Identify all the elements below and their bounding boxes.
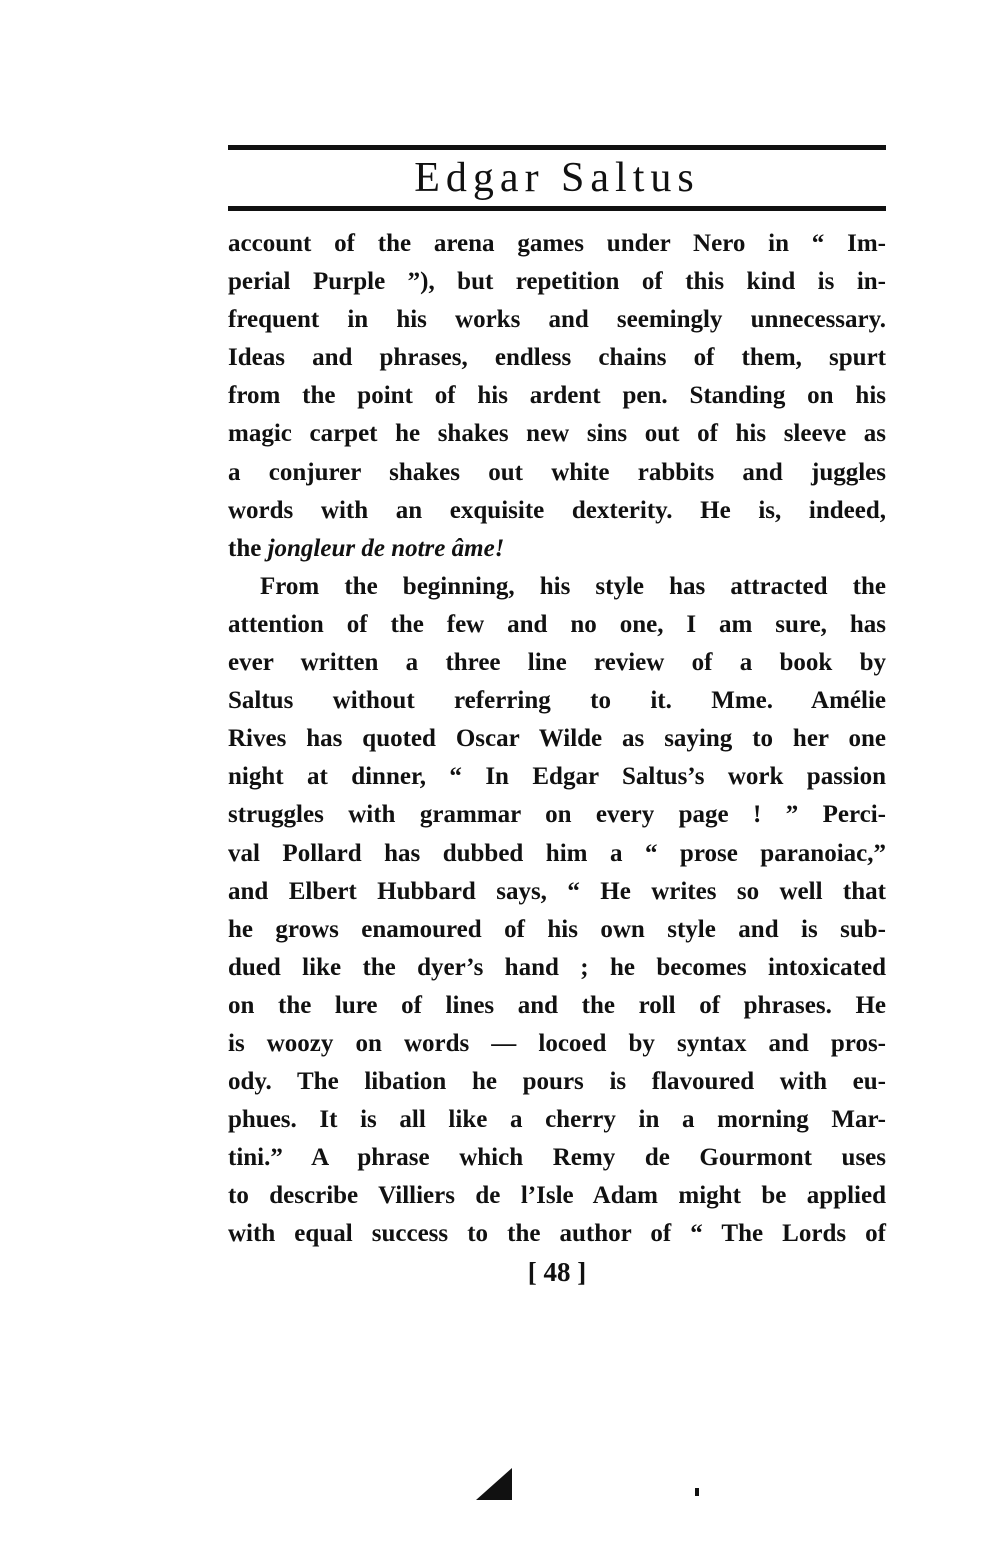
text-line: with equal success to the author of “ The Lords of <box>228 1220 886 1248</box>
text-line: to describe Villiers de l’Isle Adam might be applied <box>228 1182 886 1210</box>
running-head-title: Edgar Saltus <box>414 155 700 201</box>
body-text <box>228 225 886 1254</box>
text-line: magic carpet he shakes new sins out of his sleeve as <box>228 420 886 448</box>
text-line: val Pollard has dubbed him a “ prose paranoiac,” <box>228 839 886 867</box>
text-line: attention of the few and no one, I am sure, has <box>228 610 886 638</box>
text-line: ody. The libation he pours is flavoured with eu- <box>228 1068 886 1096</box>
header-rule-bottom <box>228 206 886 211</box>
text-line: Ideas and phrases, endless chains of them, spurt <box>228 344 886 372</box>
text-line: and Elbert Hubbard says, “ He writes so well that <box>228 877 886 905</box>
text-line: is woozy on words — locoed by syntax and pros- <box>228 1029 886 1057</box>
text-line: ever written a three line review of a book by <box>228 649 886 677</box>
text-line: struggles with grammar on every page ! ” Perci- <box>228 801 886 829</box>
text-line: phues. It is all like a cherry in a morning Mar- <box>228 1106 886 1134</box>
text-line: he grows enamoured of his own style and is sub- <box>228 915 886 943</box>
text-line: on the lure of lines and the roll of phrases. He <box>228 991 886 1019</box>
text-line: words with an exquisite dexterity. He is, indeed, <box>228 496 886 524</box>
text-line: tini.” A phrase which Remy de Gourmont uses <box>228 1144 886 1172</box>
text-line: from the point of his ardent pen. Standing on his <box>228 382 886 410</box>
text-line-paragraph-start: From the beginning, his style has attracted the <box>260 572 886 600</box>
text-line: night at dinner, “ In Edgar Saltus’s work passion <box>228 763 886 791</box>
italic-phrase: jongleur de notre âme! <box>267 534 505 562</box>
text-line: account of the arena games under Nero in “ Im- <box>228 230 886 257</box>
scan-artifact <box>695 1488 699 1496</box>
text-line: frequent in his works and seemingly unnecessary. <box>228 306 886 334</box>
text-line: Saltus without referring to it. Mme. Amélie <box>228 687 886 715</box>
text-line-paragraph-end <box>228 530 886 568</box>
text-line: Rives has quoted Oscar Wilde as saying to her one <box>228 725 886 753</box>
text-line: perial Purple ”), but repetition of this kind is in- <box>228 268 886 296</box>
text-line: dued like the dyer’s hand ; he becomes intoxicated <box>228 953 886 981</box>
text-line-prefix: the <box>228 534 268 562</box>
header-rule-top <box>228 145 886 150</box>
text-line: a conjurer shakes out white rabbits and juggles <box>228 458 886 486</box>
scan-artifact <box>476 1468 512 1500</box>
page-number: [ 48 ] <box>527 1257 587 1287</box>
